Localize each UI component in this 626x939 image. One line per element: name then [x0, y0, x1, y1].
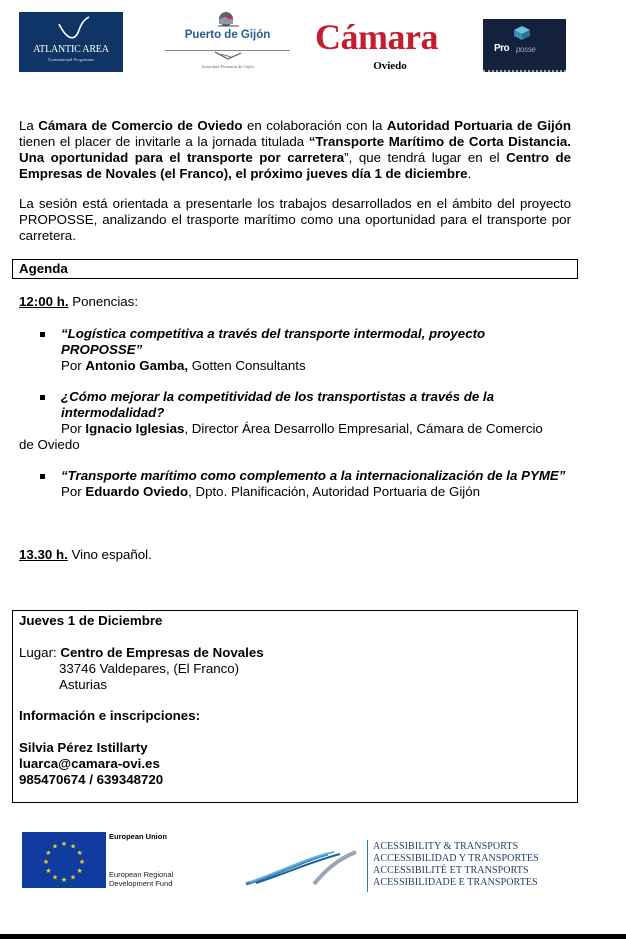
eu-star-icon: ★ — [69, 874, 77, 882]
accessibility-name-pt: ACESSIBILIDADE E TRANSPORTES — [373, 877, 538, 888]
bullet-icon — [40, 395, 45, 400]
bullet-icon — [40, 474, 45, 479]
intro-organizer: Cámara de Comercio de Oviedo — [38, 118, 243, 133]
page-bottom-border — [0, 934, 626, 939]
by-label: Por — [61, 421, 86, 436]
atlantic-area-logo — [19, 12, 123, 72]
eu-title: European Union — [109, 832, 167, 841]
propposse-logo — [483, 19, 566, 72]
intro-text: ”, que tendrá lugar en el — [344, 150, 507, 165]
camara-city: Oviedo — [373, 60, 407, 72]
talk-item — [40, 326, 570, 374]
atlantic-area-subtitle: Transnational Programme — [47, 57, 95, 62]
event-info-box — [12, 610, 578, 803]
event-venue-date: Centro de Empresas de Novales (el Franco), el próximo jueves día 1 de diciembre — [19, 150, 571, 181]
eu-fund — [109, 870, 173, 888]
intro-text: La — [19, 118, 39, 133]
propposse-pro: Pro — [494, 43, 510, 54]
event-place — [19, 645, 264, 661]
atlantic-area-title: ATLANTIC AREA — [33, 44, 109, 55]
accessibility-name-en: ACESSIBILITY & TRANSPORTS — [373, 841, 519, 852]
eu-star-icon: ★ — [51, 843, 59, 851]
event-title: “Transporte Marítimo de Corta Distancia. Una oportunidad para el transporte por carretera — [19, 134, 571, 165]
slot-time: 12:00 h. — [19, 294, 69, 309]
agenda-heading: Agenda — [19, 261, 68, 276]
intro-partner: Autoridad Portuaria de Gijón — [386, 118, 571, 133]
eu-star-icon: ★ — [45, 849, 52, 857]
talk-title: “Transporte marítimo como complemento a la internacionalización de la PYME” — [61, 468, 566, 483]
contact-phone: 985470674 / 639348720 — [19, 772, 164, 787]
eu-fund-line: European Regional — [109, 870, 174, 879]
propposse-posse: posse — [516, 45, 536, 54]
eu-stars-icon — [22, 832, 106, 888]
bullet-icon — [40, 332, 45, 337]
slot-time: 13.30 h. — [19, 547, 68, 562]
eu-star-icon: ★ — [42, 858, 50, 866]
puerto-gijon-subtitle: Autoridad Portuaria de Gijón — [201, 64, 254, 69]
eu-star-icon: ★ — [69, 843, 77, 851]
eu-star-icon: ★ — [60, 876, 68, 884]
port-emblem-icon — [215, 10, 241, 28]
talk-title: “Logística competitiva a través del transporte intermodal, proyecto PROPOSSE” — [61, 326, 486, 357]
agenda-slot-1200 — [19, 294, 138, 309]
talk-byline — [19, 421, 559, 453]
agenda-heading-box — [12, 259, 578, 279]
contact-heading: Información e inscripciones: — [19, 708, 201, 723]
talk-byline — [40, 358, 570, 374]
speaker-name: Eduardo Oviedo — [85, 484, 189, 499]
accessibility-name-es: ACCESSIBILIDAD Y TRANSPORTES — [373, 853, 539, 864]
talk-item — [40, 468, 570, 500]
eu-flag-logo — [22, 832, 106, 888]
place-label: Lugar: — [19, 645, 61, 660]
slot-label: Vino español. — [67, 547, 152, 562]
cube-icon — [513, 25, 531, 41]
by-label: Por — [61, 358, 86, 373]
camara-oviedo-logo — [315, 17, 465, 78]
address-line-2: Asturias — [59, 677, 108, 692]
wave-icon — [57, 16, 91, 44]
handshake-icon — [213, 51, 243, 61]
speaker-affiliation: , Dpto. Planificación, Autoridad Portuaria de Gijón — [188, 484, 481, 499]
by-label: Por — [61, 484, 86, 499]
eu-star-icon: ★ — [76, 849, 83, 857]
camara-wordmark: Cámara — [315, 17, 438, 57]
accessibility-project-names — [373, 841, 539, 889]
speaker-affiliation: Gotten Consultants — [188, 358, 306, 373]
address-line-1: 33746 Valdepares, (El Franco) — [59, 661, 240, 676]
intro-text: . — [467, 166, 472, 181]
event-date: Jueves 1 de Diciembre — [19, 613, 163, 628]
speaker-name: Ignacio Iglesias — [85, 421, 185, 436]
eu-star-icon: ★ — [78, 858, 86, 866]
intro-text: tienen el placer de invitarle a la jornada titulada — [19, 134, 309, 149]
agenda-slot-1330 — [19, 547, 152, 562]
contact-email[interactable]: luarca@camara-ovi.es — [19, 756, 160, 771]
speaker-affiliation: , Director Área Desarrollo Empresarial, Cámara de Comercio de Oviedo — [19, 421, 543, 452]
accessibility-waves-logo — [244, 846, 360, 886]
eu-star-icon: ★ — [51, 874, 59, 882]
footer-divider — [367, 840, 368, 892]
talk-title: ¿Cómo mejorar la competitividad de los transportistas a través de la intermodalidad? — [61, 389, 495, 420]
eu-fund-line: Development Fund — [109, 879, 173, 888]
session-paragraph: La sesión está orientada a presentarle los trabajos desarrollados en el ámbito del proyecto PROPOSSE, analizando el trasporte marítimo como una oportunidad para el transporte por carretera. — [19, 196, 571, 243]
talk-item — [19, 389, 570, 453]
place-name: Centro de Empresas de Novales — [60, 645, 264, 660]
talk-byline — [40, 484, 570, 500]
intro-paragraph — [19, 118, 571, 182]
speaker-name: Antonio Gamba, — [85, 358, 189, 373]
eu-star-icon: ★ — [45, 867, 52, 875]
intro-text: en colaboración con la — [242, 118, 387, 133]
puerto-gijon-name: Puerto de Gijón — [184, 29, 271, 41]
eu-star-icon: ★ — [76, 867, 83, 875]
puerto-gijon-logo — [165, 8, 290, 74]
eu-star-icon: ★ — [60, 840, 68, 848]
accessibility-name-fr: ACCESSIBILITÉ ET TRANSPORTS — [373, 865, 529, 876]
slot-label: Ponencias: — [68, 294, 139, 309]
contact-name: Silvia Pérez Istillarty — [19, 740, 148, 755]
